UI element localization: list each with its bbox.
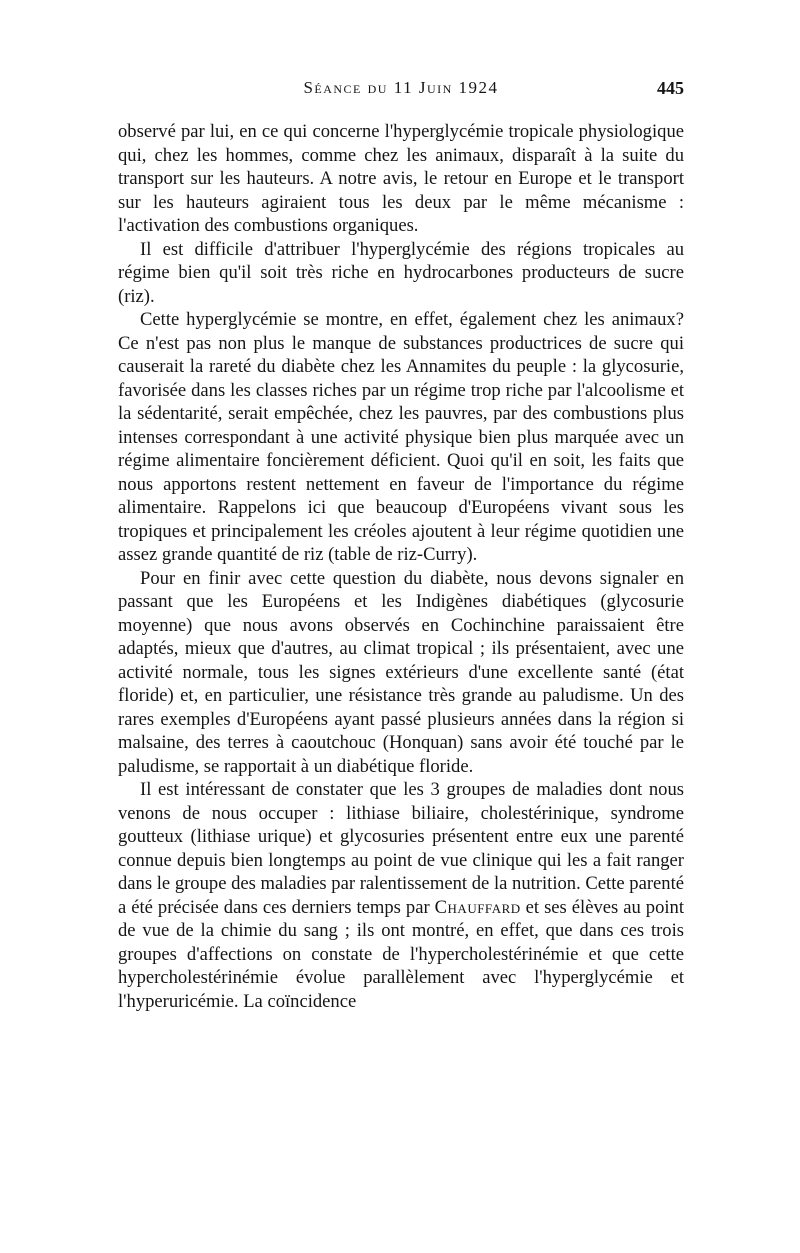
paragraph-5-end: et ses élèves au point de vue de la chimie du sang ; ils ont montré, en effet, que dans ces trois groupes d'affections on constate de l'hypercholestérinémie et que cette hypercholestérinémie évolue parallèlement avec l'hyperglycémie et l'hyperuricémie. La coïncidence xyxy=(118,896,684,1012)
paragraph-3: Cette hyperglycémie se montre, en effet, également chez les animaux? Ce n'est pas non plus le manque de substances productrices de sucre qui causerait la rareté du diabète chez les Annamites du peuple : la glycosurie, favorisée dans les classes riches par un régime trop riche par l'alcoolisme et la sédentarité, serait empêchée, chez les pauvres, par des combustions plus intenses correspondant à une activité physique bien plus marquée avec un régime alimentaire foncièrement déficient. Quoi qu'il en soit, les faits que nous apportons restent nettement en faveur de l'importance du régime alimentaire. Rappelons ici que beaucoup d'Européens vivant sous les tropiques et principalement les créoles ajoutent à leur régime quotidien une assez grande quantité de riz (table de riz-Curry). xyxy=(118,309,684,565)
page-number: 445 xyxy=(657,78,684,98)
paragraph-4: Pour en finir avec cette question du diabète, nous devons signaler en passant que les Européens et les Indigènes diabétiques (glycosurie moyenne) que nous avons observés en Cochinchine paraissaient être adaptés, mieux que d'autres, au climat tropical ; ils présentaient, avec une activité normale, tous les signes extérieurs d'une excellente santé (état floride) et, en particulier, une résistance très grande au paludisme. Un des rares exemples d'Européens ayant passé plusieurs années dans la région si malsaine, des terres à caoutchouc (Honquan) sans avoir été touché par le paludisme, se rapportait à un diabétique floride. xyxy=(118,567,684,777)
paragraph-2: Il est difficile d'attribuer l'hyperglycémie des régions tropicales au régime bien qu'il soit très riche en hydrocarbones producteurs de sucre (riz). xyxy=(118,238,684,307)
paragraph-5-start: Il est intéressant de constater que les 3 groupes de maladies dont nous venons de nous occuper : lithiase biliaire, cholestérinique, syndrome goutteux (lithiase urique) et glycosuries présentent entre eux une parenté connue depuis bien longtemps au point de vue clinique qui les a fait ranger dans le groupe des maladies par ralentissement de la nutrition. Cette parenté a été précisée dans ces derniers temps par xyxy=(118,779,684,918)
author-name: Chauffard xyxy=(434,896,521,918)
paragraph-5 xyxy=(118,778,684,1013)
running-title: Séance du 11 Juin 1924 xyxy=(303,78,499,97)
page-header xyxy=(118,78,684,108)
body-text xyxy=(118,120,684,1013)
paragraph-1: observé par lui, en ce qui concerne l'hyperglycémie tropicale physiologique qui, chez les hommes, comme chez les animaux, disparaît à la suite du transport sur les hauteurs. A notre avis, le retour en Europe et le transport sur les hauteurs agiraient tous les deux par le même mécanisme : l'activation des combustions organiques. xyxy=(118,121,684,236)
